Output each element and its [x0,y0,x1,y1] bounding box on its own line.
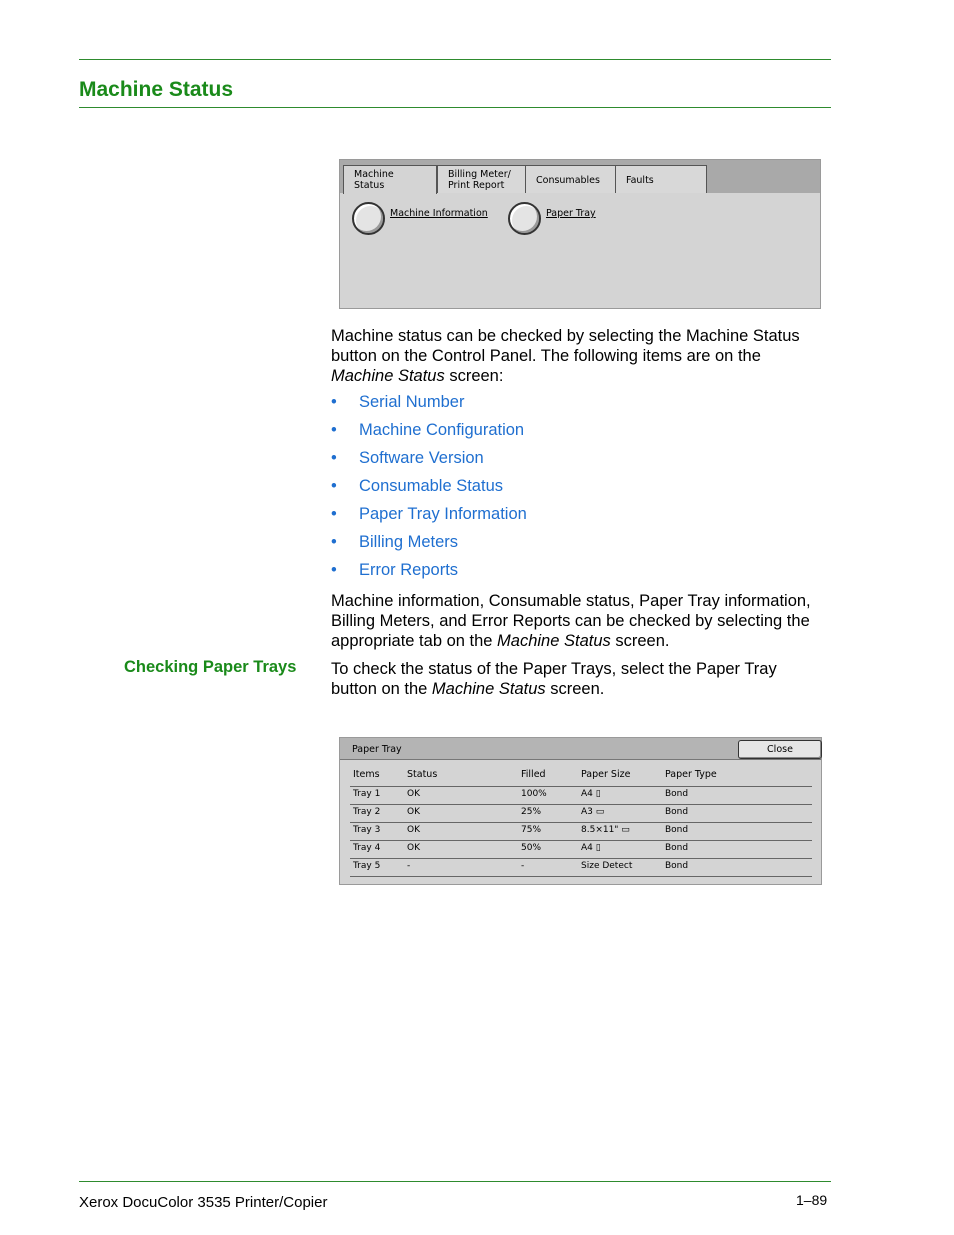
section-heading: Checking Paper Trays [124,658,297,676]
link-text[interactable]: Error Reports [359,561,459,579]
emphasis: Machine Status [497,632,611,650]
list-item[interactable] [331,393,527,421]
link-text[interactable]: Software Version [359,449,484,467]
cell: Tray 4 [353,843,381,853]
cell: - [407,861,411,871]
tab-faults[interactable] [615,165,707,193]
text: screen: [444,367,504,385]
cell: OK [407,843,420,853]
cell: 100% [521,789,547,799]
round-button-icon [352,202,385,235]
bullet: • [331,421,337,439]
cell: Size Detect [581,861,633,871]
screen-title: Paper Tray [352,744,402,755]
cell: Tray 1 [353,789,381,799]
column-header: Paper Type [665,769,717,780]
text-line [331,366,831,386]
button-label: Machine Information [390,208,488,219]
emphasis: Machine Status [431,680,546,698]
column-header: Filled [521,769,546,780]
table-header [350,768,812,787]
paper-tray-button[interactable] [508,202,596,235]
text-line: button on the Control Panel. The following items are on the [331,347,761,365]
cell: Bond [665,843,689,853]
bullet: • [331,477,337,495]
text: button on the [331,680,432,698]
cell: Tray 3 [353,825,381,835]
text: appropriate tab on the [331,632,498,650]
table-row [350,840,812,859]
list-item[interactable] [331,449,527,477]
screen-header [340,738,821,760]
paper-tray-screen [339,737,822,885]
tab-label: Consumables [536,175,600,186]
tab-label: Faults [626,175,654,186]
cell: OK [407,789,420,799]
bullet: • [331,449,337,467]
text-line: Machine status can be checked by selecting the Machine Status [331,327,800,345]
cell: Bond [665,807,689,817]
text-line [331,631,831,651]
cell: Bond [665,825,689,835]
cell: 8.5×11" ▭ [581,825,630,835]
button-label: Paper Tray [546,208,596,219]
title-underline [79,107,831,108]
list-item[interactable] [331,421,527,449]
link-text[interactable]: Serial Number [359,393,465,411]
bullet: • [331,393,337,411]
cell: A4 ▯ [581,843,601,853]
cell: 50% [521,843,542,853]
tab-bar [340,160,820,193]
text-line [331,679,831,699]
link-text[interactable]: Machine Configuration [359,421,525,439]
close-button[interactable]: Close [738,740,822,759]
list-item[interactable] [331,505,527,533]
text-line: Machine information, Consumable status, Paper Tray information, [331,592,811,610]
tab-consumables[interactable] [525,165,617,193]
emphasis: Machine Status [331,367,445,385]
column-header: Paper Size [581,769,631,780]
footer-rule [79,1181,831,1182]
top-rule [79,59,831,60]
link-text[interactable]: Paper Tray Information [359,505,527,523]
link-text[interactable]: Consumable Status [359,477,503,495]
text-line: Billing Meters, and Error Reports can be checked by selecting the [331,612,810,630]
text-line: To check the status of the Paper Trays, select the Paper Tray [331,660,777,678]
list-item[interactable] [331,561,527,589]
footer-product-name: Xerox DocuColor 3535 Printer/Copier [79,1194,328,1211]
status-items-list [331,393,527,589]
text: screen. [545,680,605,698]
tab-label-line1: Machine [354,169,394,180]
intro-paragraph [331,326,831,386]
machine-information-button[interactable] [352,202,488,235]
cell: Tray 2 [353,807,381,817]
cell: 25% [521,807,542,817]
tab-label-line2: Print Report [448,180,505,191]
cell: A3 ▭ [581,807,605,817]
column-header: Status [407,769,438,780]
list-item[interactable] [331,477,527,505]
column-header: Items [353,769,380,780]
list-item[interactable] [331,533,527,561]
cell: OK [407,825,420,835]
table-row [350,822,812,841]
text: screen. [610,632,670,650]
page-title: Machine Status [79,78,234,101]
tab-billing-meter[interactable] [437,165,528,193]
page-number: 1–89 [796,1192,828,1208]
tabs-paragraph [331,591,831,651]
cell: OK [407,807,420,817]
cell: - [521,861,525,871]
cell: Bond [665,789,689,799]
paper-tray-paragraph [331,659,831,699]
table-row [350,858,812,877]
cell: Bond [665,861,689,871]
bullet: • [331,561,337,579]
cell: A4 ▯ [581,789,601,799]
tab-machine-status[interactable] [343,165,437,194]
link-text[interactable]: Billing Meters [359,533,459,551]
cell: 75% [521,825,542,835]
bullet: • [331,533,337,551]
cell: Tray 5 [353,861,381,871]
table-row [350,804,812,823]
table-row [350,786,812,805]
bullet: • [331,505,337,523]
tab-label-line2: Status [354,180,385,191]
tab-label-line1: Billing Meter/ [448,169,511,180]
machine-status-screen [339,159,821,309]
round-button-icon [508,202,541,235]
